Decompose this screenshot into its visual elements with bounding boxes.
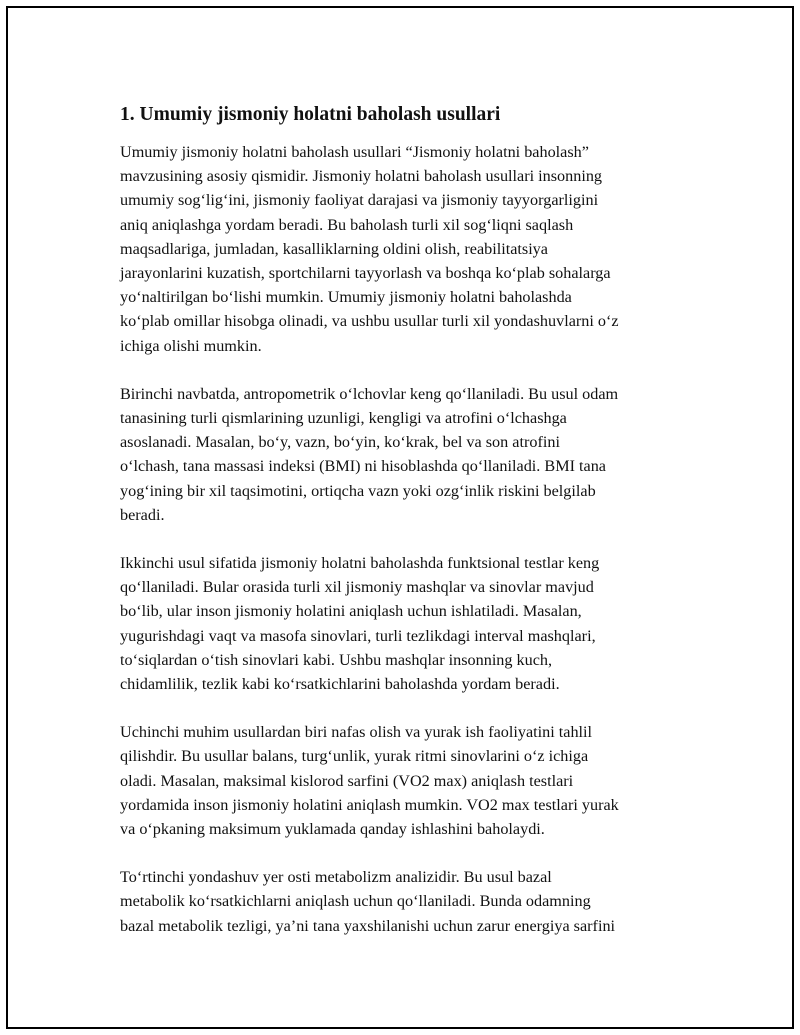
text-line: bazal metabolik tezligi, ya’ni tana yaxshilanishi uchun zarur energiya sarfini (120, 916, 616, 935)
text-line: yog‘ining bir xil taqsimotini, ortiqcha vazn yoki ozg‘inlik riskini belgilab (120, 481, 596, 500)
text-line: ichiga olishi mumkin. (120, 336, 262, 355)
text-line: ko‘plab omillar hisobga olinadi, va ushbu usullar turli xil yondashuvlarni o‘z (120, 312, 619, 331)
text-line: yo‘naltirilgan bo‘lishi mumkin. Umumiy jismoniy holatni baholashda (120, 288, 572, 307)
text-line: o‘lchash, tana massasi indeksi (BMI) ni hisoblashda qo‘llaniladi. BMI tana (120, 457, 606, 476)
paragraph-3 (120, 551, 705, 696)
text-line: beradi. (120, 505, 165, 524)
text-line: chidamlilik, tezlik kabi ko‘rsatkichlarini baholashda yordam beradi. (120, 675, 560, 694)
text-line: yugurishdagi vaqt va masofa sinovlari, turli tezlikdagi interval mashqlari, (120, 626, 596, 645)
text-line: metabolik ko‘rsatkichlarni aniqlash uchun qo‘llaniladi. Bunda odamning (120, 892, 591, 911)
paragraph-4 (120, 720, 705, 841)
paragraph-1 (120, 140, 705, 358)
text-line: Birinchi navbatda, antropometrik o‘lchovlar keng qo‘llaniladi. Bu usul odam (120, 384, 619, 403)
section-heading: 1. Umumiy jismoniy holatni baholash usullari (120, 104, 501, 125)
text-line: oladi. Masalan, maksimal kislorod sarfini (VO2 max) aniqlash testlari (120, 771, 574, 790)
text-line: Uchinchi muhim usullardan biri nafas olish va yurak ish faoliyatini tahlil (120, 723, 593, 742)
text-line: va o‘pkaning maksimum yuklamada qanday ishlashini baholaydi. (120, 820, 545, 839)
text-line: Ikkinchi usul sifatida jismoniy holatni baholashda funktsional testlar keng (120, 554, 600, 573)
text-line: qo‘llaniladi. Bular orasida turli xil jismoniy mashqlar va sinovlar mavjud (120, 578, 594, 597)
text-line: umumiy sog‘lig‘ini, jismoniy faoliyat darajasi va jismoniy tayyorgarligini (120, 191, 599, 210)
paragraph-5 (120, 865, 705, 938)
document-body (120, 102, 705, 962)
text-line: To‘rtinchi yondashuv yer osti metabolizm analizidir. Bu usul bazal (120, 868, 552, 887)
document-page (6, 6, 794, 1029)
text-line: tanasining turli qismlarining uzunligi, kengligi va atrofini o‘lchashga (120, 409, 567, 428)
text-line: maqsadlariga, jumladan, kasalliklarning oldini olish, reabilitatsiya (120, 239, 548, 258)
text-line: jarayonlarini kuzatish, sportchilarni tayyorlash va boshqa ko‘plab sohalarga (120, 264, 611, 283)
text-line: yordamida inson jismoniy holatini aniqlash mumkin. VO2 max testlari yurak (120, 795, 619, 814)
text-line: aniq aniqlashga yordam beradi. Bu baholash turli xil sog‘liqni saqlash (120, 215, 574, 234)
text-line: qilishdir. Bu usullar balans, turg‘unlik, yurak ritmi sinovlarini o‘z ichiga (120, 747, 589, 766)
text-line: asoslanadi. Masalan, bo‘y, vazn, bo‘yin, ko‘krak, bel va son atrofini (120, 433, 560, 452)
text-line: bo‘lib, ular inson jismoniy holatini aniqlash uchun ishlatiladi. Masalan, (120, 602, 582, 621)
text-line: mavzusining asosiy qismidir. Jismoniy holatni baholash usullari insonning (120, 167, 603, 186)
paragraph-2 (120, 382, 705, 527)
text-line: Umumiy jismoniy holatni baholash usullari “Jismoniy holatni baholash” (120, 143, 589, 161)
text-line: to‘siqlardan o‘tish sinovlari kabi. Ushbu mashqlar insonning kuch, (120, 650, 553, 669)
